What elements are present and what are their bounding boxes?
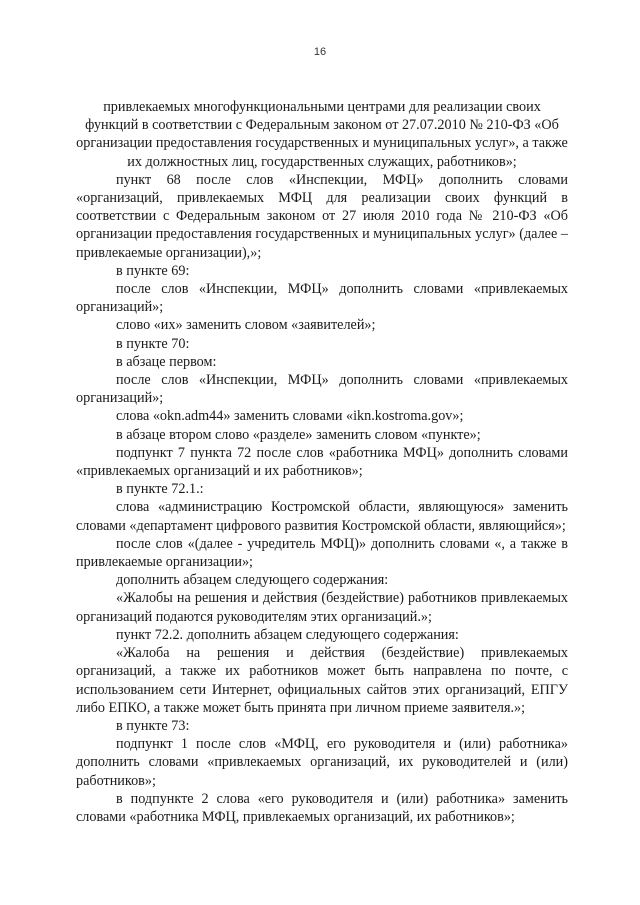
paragraph-item-70-heading: в пункте 70: bbox=[116, 335, 190, 352]
paragraph-item-73-sub1: подпункт 1 после слов «МФЦ, его руководителя и (или) работника» дополнить словами «привлекаемых организаций, их руководителей и (или) работников»; bbox=[76, 736, 568, 789]
paragraph-item-72-1-quote: «Жалобы на решения и действия (бездействие) работников привлекаемых организаций подаются руководителям этих организаций.»; bbox=[76, 590, 568, 625]
paragraph-item-69-b: слово «их» заменить словом «заявителей»; bbox=[116, 317, 376, 334]
document-body bbox=[76, 98, 568, 826]
paragraph-item-72-sub7: подпункт 7 пункта 72 после слов «работника МФЦ» дополнить словами «привлекаемых организаций и их работников»; bbox=[76, 444, 568, 480]
paragraph-item-73-sub2: в подпункте 2 слова «его руководителя и (или) работника» заменить словами «работника МФЦ, привлекаемых организаций, их работников»; bbox=[76, 790, 568, 825]
paragraph-item-70-abzac2: в абзаце втором слово «разделе» заменить словом «пункте»; bbox=[116, 426, 481, 443]
paragraph-item-69-a: после слов «Инспекции, МФЦ» дополнить словами «привлекаемых организаций»; bbox=[76, 281, 568, 316]
paragraph-item-72-1-b: после слов «(далее - учредитель МФЦ)» дополнить словами «, а также в привлекаемые организации»; bbox=[76, 535, 568, 571]
paragraph-item-73-heading: в пункте 73: bbox=[116, 717, 190, 734]
paragraph-item-70-b: слова «okn.adm44» заменить словами «ikn.kostroma.gov»; bbox=[116, 408, 464, 425]
paragraph-item-69-heading: в пункте 69: bbox=[116, 262, 190, 279]
page-number: 16 bbox=[313, 46, 327, 58]
paragraph-item-70-a: после слов «Инспекции, МФЦ» дополнить словами «привлекаемых организаций»; bbox=[76, 372, 568, 407]
paragraph-continuation: привлекаемых многофункциональными центрами для реализации своих функций в соответствии с Федеральным законом от 27.07.2010 № 210-ФЗ «Об организации предоставления государственных и муниципальных услуг», а также их должностных лиц, государственных служащих, работников»; bbox=[76, 99, 568, 170]
paragraph-item-72-1-heading: в пункте 72.1.: bbox=[116, 481, 204, 498]
paragraph-item-68: пункт 68 после слов «Инспекции, МФЦ» дополнить словами «организаций, привлекаемых МФЦ для реализации своих функций в соответствии с Федеральным законом от 27 июля 2010 года № 210-ФЗ «Об организации предоставления государственных и муниципальных услуг» (далее – привлекаемые организации),»; bbox=[76, 171, 568, 261]
paragraph-item-72-2-quote: «Жалоба на решения и действия (бездействие) привлекаемых организаций, а также их работников может быть направлена по почте, с использованием сети Интернет, официальных сайтов этих организаций, ЕПГУ либо ЕПКО, а также может быть принята при личном приеме заявителя.»; bbox=[76, 645, 568, 716]
paragraph-item-72-1-a: слова «администрацию Костромской области, являющуюся» заменить словами «департамент цифрового развития Костромской области, являющийся»; bbox=[76, 499, 568, 534]
paragraph-item-72-2-heading: пункт 72.2. дополнить абзацем следующего содержания: bbox=[116, 626, 459, 643]
paragraph-item-70-abzac1: в абзаце первом: bbox=[116, 353, 217, 370]
paragraph-item-72-1-c: дополнить абзацем следующего содержания: bbox=[116, 572, 389, 589]
